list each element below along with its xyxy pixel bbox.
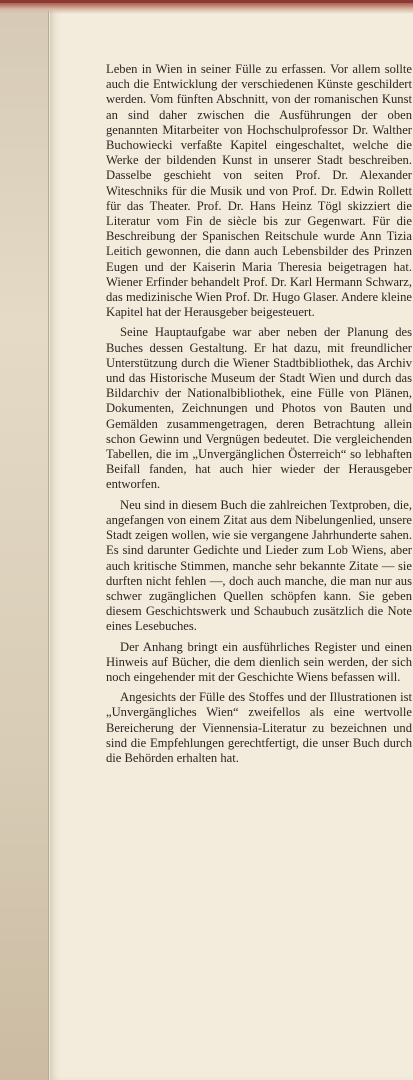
book-spine-strip	[0, 0, 49, 1080]
paragraph-1: Leben in Wien in seiner Fülle zu erfassen. Vor allem sollte auch die Entwicklung der verschiedenen Künste geschildert werden. Vom fünften Abschnitt, von der romanischen Kunst an sind daher zwischen die Ausführungen der oben genannten Mitarbeiter von Hochschulprofessor Dr. Walther Buchowiecki verfaßte Kapitel eingeschaltet, welche die Werke der bildenden Kunst in unserer Stadt beschreiben. Dasselbe geschieht von seiten Prof. Dr. Alexander Witeschniks für die Musik und von Prof. Dr. Edwin Rollett für das Theater. Prof. Dr. Hans Heinz Tögl skizziert die Literatur vom Fin de siècle bis zur Gegenwart. Für die Beschreibung der Spanischen Reitschule wurde Ann Tizia Leitich gewonnen, die dann auch Lebensbilder des Prinzen Eugen und der Kaiserin Maria Theresia beigetragen hat. Wiener Erfinder behandelt Prof. Dr. Karl Hermann Schwarz, das medizinische Wien Prof. Dr. Hugo Glaser. Andere kleine Kapitel hat der Herausgeber beigesteuert.	[106, 62, 412, 320]
cover-top-line	[0, 0, 413, 3]
paragraph-2: Seine Hauptaufgabe war aber neben der Planung des Buches dessen Gestaltung. Er hat dazu, mit freundlicher Unterstützung durch die Wiener Stadtbibliothek, das Archiv und das Historische Museum der Stadt Wien und durch das Bildarchiv der Nationalbibliothek, eine Fülle von Plänen, Dokumenten, Zeichnungen und Photos von Bauten und Gemälden zusammengetragen, deren Betrachtung allein schon Gewinn und Vergnügen bedeutet. Die vergleichenden Tabellen, die im „Unvergänglichen Österreich“ so lebhaften Beifall fanden, hat auch hier wieder der Herausgeber entworfen.	[106, 325, 412, 492]
paragraph-4: Der Anhang bringt ein ausführliches Register und einen Hinweis auf Bücher, die dem dienlich sein werden, der sich noch eingehender mit der Geschichte Wiens befassen will.	[106, 639, 412, 684]
page-text	[106, 62, 412, 771]
paragraph-3: Neu sind in diesem Buch die zahlreichen Textproben, die, angefangen von einem Zitat aus dem Nibelungenlied, unsere Stadt zeigen wollen, wie sie vergangene Jahrhunderte sahen. Es sind darunter Gedichte und Lieder zum Lob Wiens, aber auch kritische Stimmen, manche sehr bekannte Zitate — sie durften nicht fehlen —, doch auch manche, die man nur aus schwer zugänglichen Quellen schöpfen kann. Sie geben diesem Geschichtswerk und Schaubuch zusätzlich die Note eines Lesebuches.	[106, 497, 412, 634]
page-bottom-margin	[50, 1040, 413, 1080]
paragraph-5: Angesichts der Fülle des Stoffes und der Illustrationen ist „Unvergängliches Wien“ zweifellos als eine wertvolle Bereicherung der Viennensia-Literatur zu bezeichnen und sind die Empfehlungen gerechtfertigt, die unser Buch durch die Behörden erhalten hat.	[106, 690, 412, 765]
